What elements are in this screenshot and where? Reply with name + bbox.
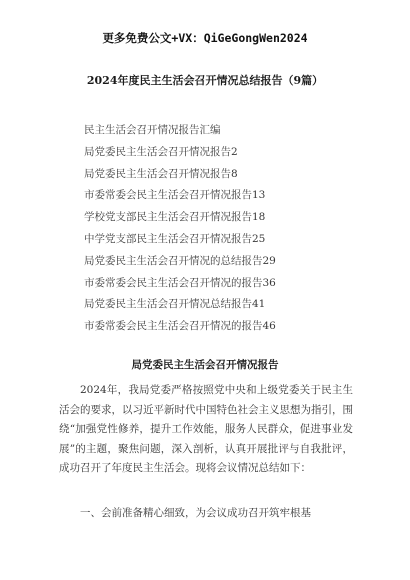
promo-header: 更多免费公文+VX：QiGeGongWen2024 [102,31,308,45]
toc-item: 局党委民主生活会召开情况的总结报告29 [84,254,276,267]
toc-item: 市委常委会民主生活会召开情况的报告46 [84,320,276,333]
toc-item: 局党委民主生活会召开情况报告8 [84,167,238,180]
document-title: 2024年度民主生活会召开情况总结报告（9篇） [86,74,324,87]
toc-item: 市委常委会民主生活会召开情况报告13 [84,189,266,202]
toc-item: 局党委民主生活会召开情况总结报告41 [84,298,266,311]
table-of-contents [84,120,276,338]
body-paragraph: 2024年，我局党委严格按照党中央和上级党委关于民主生活会的要求，以习近平新时代中国特色社会主义思想为指引，围绕“加强党性修养，提升工作效能，服务人民群众，促进事业发展”的主题，聚焦问题，深入剖析，认真开展批评与自我批评，成功召开了年度民主生活会。现将会议情况总结如下： [59,384,353,475]
toc-item: 中学党支部民主生活会召开情况报告25 [84,232,266,245]
toc-item: 市委常委会民主生活会召开情况的报告36 [84,276,276,289]
toc-item: 局党委民主生活会召开情况报告2 [84,145,238,158]
section-title: 局党委民主生活会召开情况报告 [131,359,279,371]
toc-item: 学校党支部民主生活会召开情况报告18 [84,211,266,224]
section-subheading: 一、会前准备精心细致，为会议成功召开筑牢根基 [80,507,311,519]
toc-item: 民主生活会召开情况报告汇编 [84,124,221,136]
